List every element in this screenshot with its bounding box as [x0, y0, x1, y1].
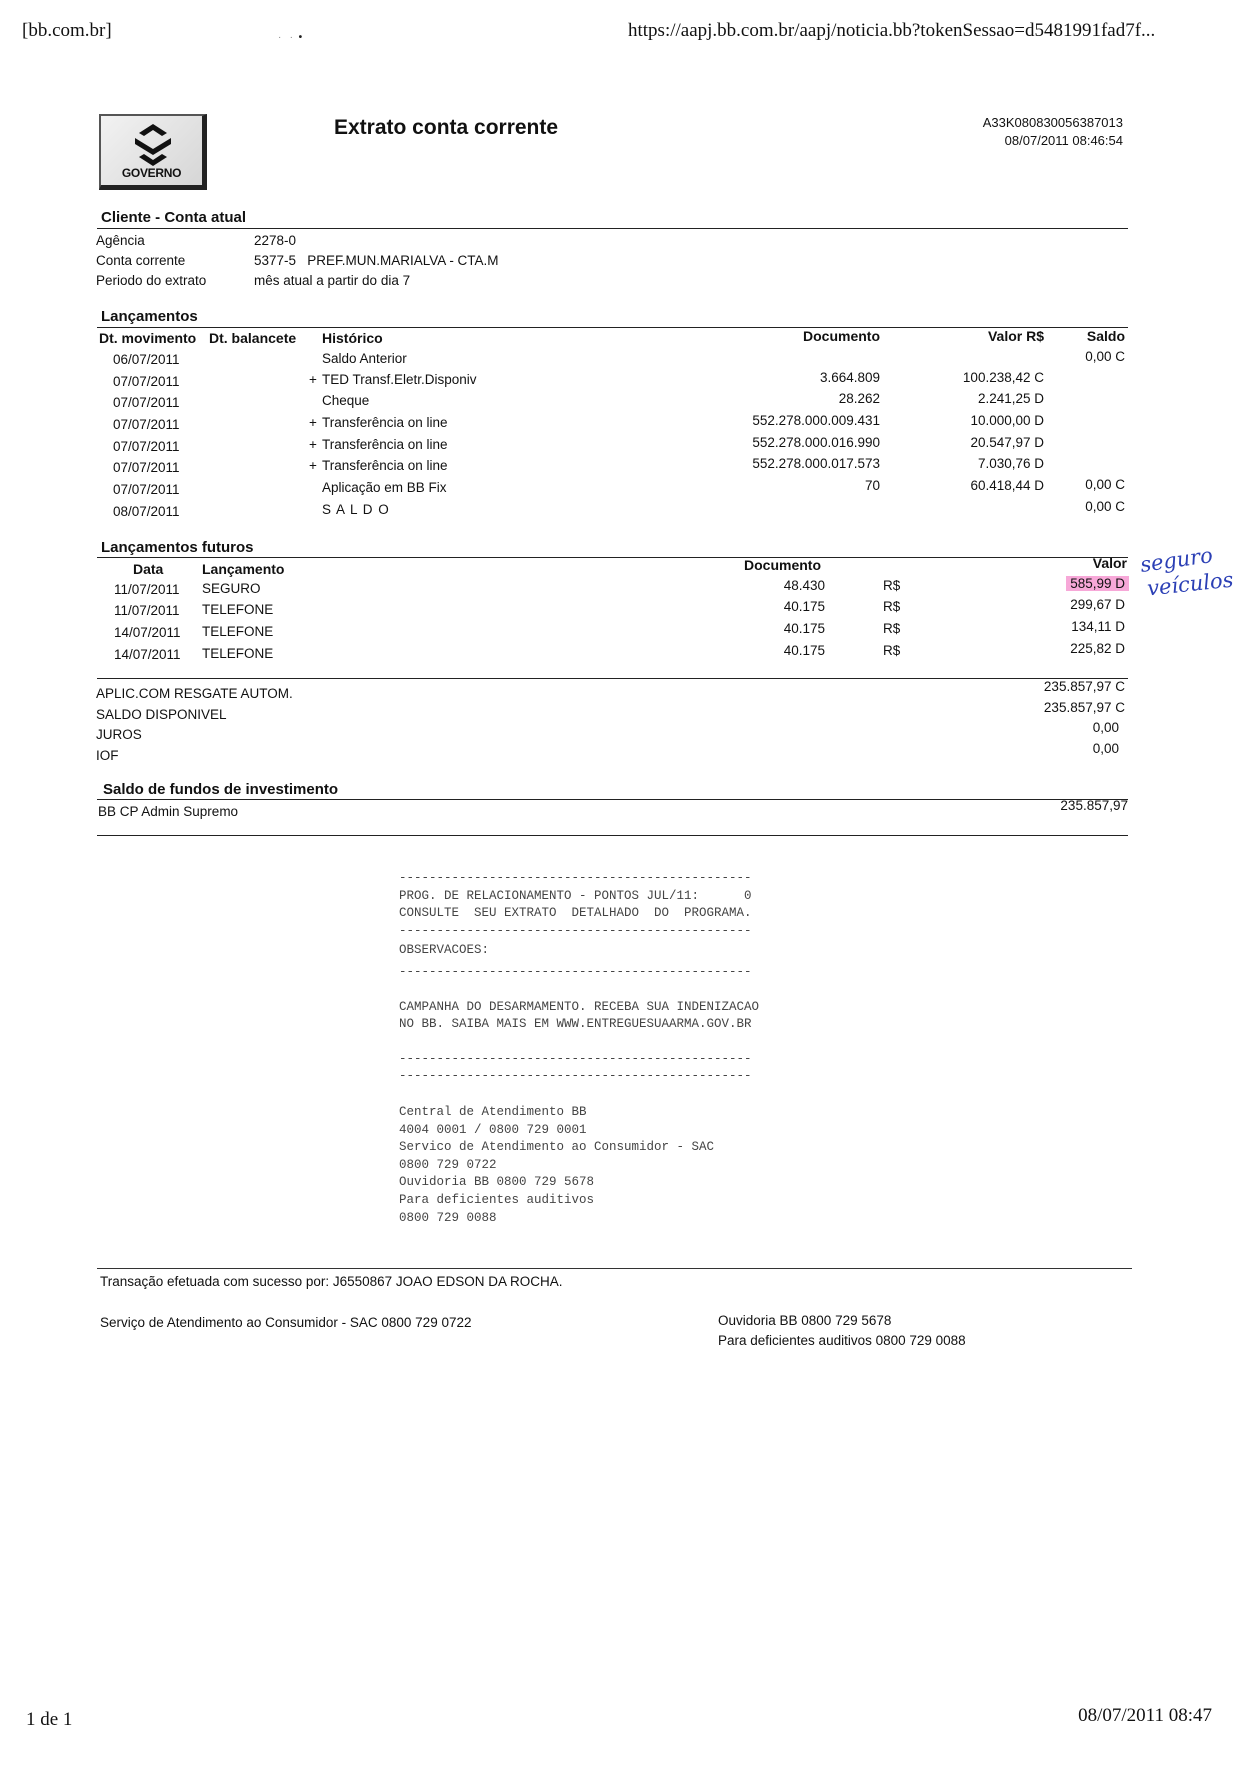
highlight-marker: 585,99 D	[1066, 576, 1129, 591]
row-data: 08/07/2011	[113, 504, 180, 519]
ouvidoria-text: Ouvidoria BB 0800 729 5678	[718, 1313, 892, 1328]
col-lancamento: Lançamento	[202, 561, 285, 577]
messages-block	[399, 870, 759, 1227]
divider	[97, 678, 1128, 679]
divider	[97, 327, 1128, 328]
row-data: 07/07/2011	[113, 374, 180, 389]
dashed-line: -----------------------------------------------	[399, 871, 752, 885]
row-data: 07/07/2011	[113, 395, 180, 410]
agencia-label: Agência	[96, 233, 145, 248]
col-data: Data	[133, 561, 164, 577]
row-valor: 60.418,44 D	[970, 478, 1044, 493]
divider	[97, 228, 1128, 229]
resumo-value: 0,00	[1092, 720, 1119, 735]
col-valor: Valor R$	[987, 328, 1044, 344]
divider	[97, 835, 1128, 836]
divider	[97, 557, 1128, 558]
fundo-name: BB CP Admin Supremo	[98, 804, 239, 819]
row-historico: Transferência on line	[322, 437, 448, 452]
conta-value: 5377-5 PREF.MUN.MARIALVA - CTA.M	[254, 253, 499, 268]
cliente-section-title: Cliente - Conta atual	[101, 209, 247, 226]
row-sign: +	[309, 458, 317, 473]
row-data: 14/07/2011	[114, 625, 181, 640]
row-historico: Cheque	[322, 393, 370, 408]
row-documento: 40.175	[783, 599, 825, 614]
col-documento: Documento	[803, 328, 880, 344]
row-documento: 70	[864, 478, 880, 493]
row-moeda: R$	[883, 643, 901, 658]
row-documento: 28.262	[838, 391, 880, 406]
site-name: [bb.com.br]	[22, 20, 112, 41]
row-documento: 552.278.000.017.573	[752, 456, 880, 471]
row-valor: 2.241,25 D	[977, 391, 1044, 406]
resumo-label: SALDO DISPONIVEL	[96, 707, 227, 722]
row-documento: 48.430	[783, 578, 825, 593]
periodo-label: Periodo do extrato	[96, 273, 207, 288]
resumo-value: 0,00	[1092, 741, 1119, 756]
row-data: 06/07/2011	[113, 352, 180, 367]
row-sign: +	[309, 437, 317, 452]
agencia-value: 2278-0	[254, 233, 297, 248]
contato-line: Servico de Atendimento ao Consumidor - SAC	[399, 1140, 715, 1155]
col-saldo: Saldo	[1086, 328, 1125, 344]
row-historico: Transferência on line	[322, 458, 448, 473]
transacao-text: Transação efetuada com sucesso por: J6550867 JOAO EDSON DA ROCHA.	[100, 1274, 563, 1289]
row-data: 07/07/2011	[113, 460, 180, 475]
contato-line: 0800 729 0088	[399, 1210, 497, 1225]
handwritten-note-line2: veículos	[1145, 567, 1235, 601]
bb-logo	[99, 114, 207, 190]
contato-line: Ouvidoria BB 0800 729 5678	[399, 1175, 595, 1190]
row-documento: 552.278.000.009.431	[752, 413, 880, 428]
handwritten-note-line1: seguro	[1138, 543, 1215, 577]
col-dt-balancete: Dt. balancete	[209, 330, 297, 346]
row-documento: 40.175	[783, 643, 825, 658]
bb-logo-icon	[131, 124, 175, 166]
row-moeda: R$	[883, 599, 901, 614]
row-data: 07/07/2011	[113, 439, 180, 454]
row-valor: 7.030,76 D	[977, 456, 1044, 471]
row-valor: 225,82 D	[1070, 641, 1125, 656]
dashed-line: -----------------------------------------------	[399, 1069, 752, 1084]
row-valor: 299,67 D	[1070, 597, 1125, 612]
row-data: 14/07/2011	[114, 647, 181, 662]
conta-label: Conta corrente	[96, 253, 186, 268]
contato-line: Central de Atendimento BB	[399, 1104, 587, 1119]
logo-label: GOVERNO	[121, 166, 182, 180]
document-datetime: 08/07/2011 08:46:54	[1004, 133, 1123, 148]
row-lancamento: TELEFONE	[202, 624, 274, 639]
periodo-value: mês atual a partir do dia 7	[254, 273, 411, 288]
row-saldo: 0,00 C	[1085, 349, 1125, 364]
observacoes-label: OBSERVACOES:	[399, 943, 490, 958]
row-data: 07/07/2011	[113, 417, 180, 432]
row-historico: Saldo Anterior	[322, 351, 407, 366]
row-data: 11/07/2011	[114, 603, 180, 618]
row-historico: TED Transf.Eletr.Disponiv	[322, 372, 477, 387]
campanha-line2: NO BB. SAIBA MAIS EM WWW.ENTREGUESUAARMA.GOV.BR	[399, 1017, 752, 1032]
lancamentos-section-title: Lançamentos	[101, 308, 198, 325]
dashed-line: -----------------------------------------------	[399, 923, 752, 938]
col-historico: Histórico	[322, 330, 383, 346]
resumo-label: IOF	[96, 748, 119, 763]
row-data: 11/07/2011	[114, 582, 180, 597]
row-documento: 40.175	[783, 621, 825, 636]
row-valor-highlighted	[1066, 576, 1129, 591]
col-dt-movimento: Dt. movimento	[99, 330, 197, 346]
row-valor: 100.238,42 C	[962, 370, 1044, 385]
print-datetime: 08/07/2011 08:47	[1078, 1705, 1212, 1726]
row-sign: +	[309, 372, 317, 387]
row-documento: 552.278.000.016.990	[752, 435, 880, 450]
contato-line: Para deficientes auditivos	[399, 1192, 595, 1207]
row-historico: Transferência on line	[322, 415, 448, 430]
resumo-label: APLIC.COM RESGATE AUTOM.	[96, 686, 293, 701]
row-lancamento: TELEFONE	[202, 646, 274, 661]
dashed-line: -----------------------------------------------	[399, 1051, 752, 1066]
row-valor: 134,11 D	[1071, 619, 1125, 634]
pontos-line: PROG. DE RELACIONAMENTO - PONTOS JUL/11: 0	[399, 888, 752, 903]
dashed-line: -----------------------------------------------	[399, 964, 752, 979]
row-lancamento: TELEFONE	[202, 602, 274, 617]
page-url[interactable]: https://aapj.bb.com.br/aapj/noticia.bb?tokenSessao=d5481991fad7f...	[628, 20, 1156, 41]
row-valor: 10.000,00 D	[970, 413, 1044, 428]
row-documento: 3.664.809	[819, 370, 880, 385]
row-historico: Aplicação em BB Fix	[322, 480, 447, 495]
row-historico: S A L D O	[322, 502, 390, 517]
page-counter: 1 de 1	[26, 1709, 73, 1730]
contato-line: 4004 0001 / 0800 729 0001	[399, 1122, 587, 1137]
fundo-value: 235.857,97	[1060, 798, 1128, 813]
fundos-section-title: Saldo de fundos de investimento	[103, 781, 339, 798]
row-saldo: 0,00 C	[1085, 477, 1125, 492]
divider	[97, 799, 1128, 800]
col-documento: Documento	[744, 557, 821, 573]
resumo-value: 235.857,97 C	[1043, 679, 1125, 694]
campanha-line1: CAMPANHA DO DESARMAMENTO. RECEBA SUA INDENIZACAO	[399, 999, 760, 1014]
row-data: 07/07/2011	[113, 482, 180, 497]
row-moeda: R$	[883, 621, 901, 636]
col-valor: Valor	[1092, 555, 1127, 571]
document-code: A33K080830056387013	[982, 115, 1123, 130]
print-dot-mark: · · •	[278, 32, 303, 43]
contato-line: 0800 729 0722	[399, 1157, 497, 1172]
row-moeda: R$	[883, 578, 901, 593]
consulte-line: CONSULTE SEU EXTRATO DETALHADO DO PROGRAMA.	[399, 906, 752, 921]
row-lancamento: SEGURO	[202, 581, 261, 596]
page-title: Extrato conta corrente	[334, 116, 559, 139]
deficientes-text: Para deficientes auditivos 0800 729 0088	[718, 1333, 966, 1348]
row-valor: 20.547,97 D	[970, 435, 1044, 450]
sac-text: Serviço de Atendimento ao Consumidor - SAC 0800 729 0722	[100, 1315, 472, 1330]
futuros-section-title: Lançamentos futuros	[101, 539, 254, 556]
divider	[97, 1268, 1132, 1269]
row-sign: +	[309, 415, 317, 430]
row-saldo: 0,00 C	[1085, 499, 1125, 514]
resumo-value: 235.857,97 C	[1043, 700, 1125, 715]
resumo-label: JUROS	[96, 727, 142, 742]
